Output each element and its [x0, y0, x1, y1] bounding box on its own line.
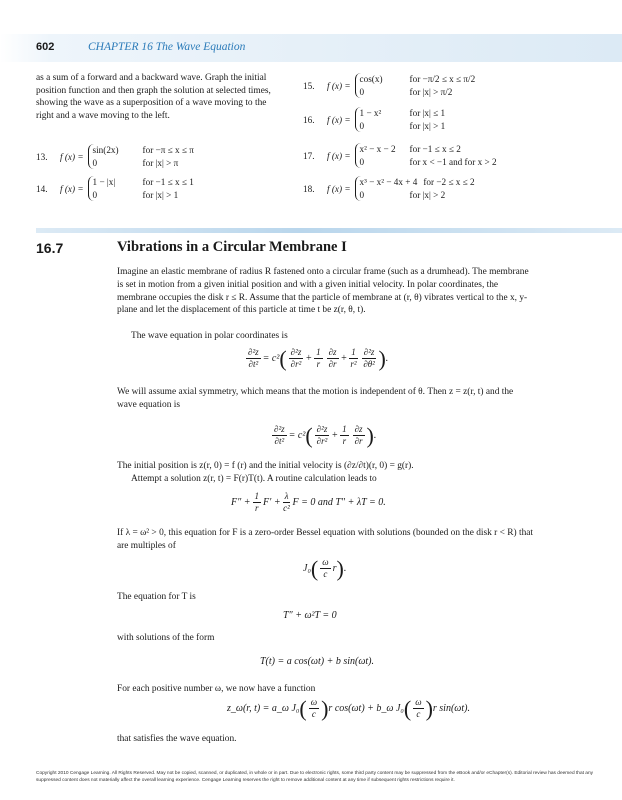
problem-17: 17. f (x) = x² − x − 2 for −1 ≤ x ≤ 2 0 for x < −1 and for x > 2 — [303, 144, 497, 167]
paragraph-5: Attempt a solution z(r, t) = F(r)T(t). A routine calculation leads to — [131, 474, 377, 484]
paragraph-4: The initial position is z(r, 0) = f (r) and the initial velocity is (∂z/∂t)(r, 0) = g(r). — [117, 461, 414, 471]
separated-equations: F″ + $\frac{1}{r}$ F′ + $\frac{\lambda}{\text{c²}}$ F = 0 and T″ + λT = 0. — [231, 491, 386, 513]
problem-18: 18. f (x) = x³ − x² − 4x + 4 for −2 ≤ x ≤ 2 0 for |x| > 2 — [303, 177, 475, 200]
bessel-solution: J₀ ( $\frac{\omega}{c}$ r ) . — [303, 555, 347, 581]
wave-equation-polar: $\frac{\text{∂²z}}{\text{∂t²}}$ = c² ( $\frac{\text{∂²z}}{\text{∂r²}}$ + $\frac{1}{r}$ $\frac{\partial z}{\partial r}$ + $\frac{1}{\text{r²}}$ $\frac{\text{∂²z}}{\text{∂θ²}}$ ) . — [248, 345, 389, 371]
chapter-title: CHAPTER 16 The Wave Equation — [88, 41, 246, 53]
problem-16: 16. f (x) = 1 − x² for |x| ≤ 1 0 for |x| > 1 — [303, 108, 446, 131]
time-equation: T″ + ω²T = 0 — [283, 610, 337, 621]
problem-14: 14. f (x) = 1 − |x| for −1 ≤ x ≤ 1 0 for |x| > 1 — [36, 177, 194, 200]
intro-text: as a sum of a forward and a backward wave. Graph the initial position function and then graph the solution at selected times, showing the wave as a superposition of a wave moving to the right and a wave moving to the left. — [36, 73, 271, 121]
paragraph-10: that satisfies the wave equation. — [117, 734, 237, 744]
section-number: 16.7 — [36, 240, 64, 256]
section-bar — [36, 228, 622, 233]
mode-function: z_ω(r, t) = a_ω J₀ ( $\frac{\omega}{c}$ ) r cos(ωt) + b_ω J₀ ( $\frac{\omega}{c}$ ) r sin(ωt). — [227, 695, 470, 721]
time-solution: T(t) = a cos(ωt) + b sin(ωt). — [260, 656, 374, 667]
wave-equation-axial: $\frac{\text{∂²z}}{\text{∂t²}}$ = c² ( $\frac{\text{∂²z}}{\text{∂r²}}$ + $\frac{1}{r}$ $\frac{\partial z}{\partial r}$ ) . — [274, 422, 377, 448]
section-title: Vibrations in a Circular Membrane I — [117, 239, 347, 255]
paragraph-2: The wave equation in polar coordinates is — [131, 331, 288, 341]
paragraph-1: Imagine an elastic membrane of radius R fastened onto a circular frame (such as a drumhead). The membrane is set in motion from a given initial position and with a given initial velocity. In polar coordinates, the membrane occupies the disk r ≤ R. Assume that the particle of membrane at (r, θ) vibrates vertical to the x, y-plane and let the displacement of this particle at time t be z(r, θ, t). — [117, 267, 529, 316]
paragraph-3: We will assume axial symmetry, which means that the motion is independent of θ. Then z = z(r, t) and the wave equation is — [117, 387, 514, 410]
problem-13: 13. f (x) = sin(2x) for −π ≤ x ≤ π 0 for |x| > π — [36, 145, 194, 168]
copyright-footer: Copyright 2010 Cengage Learning. All Rights Reserved. May not be copied, scanned, or duplicated, in whole or in part. Due to electronic rights, some third party content may be suppressed from the eBook and/or eChapter(s). Editorial review has deemed that any suppressed content does not materially affect the overall learning experience. Cengage Learning reserves the right to remove additional content at any time if subsequent rights restrictions require it. — [36, 771, 594, 783]
problem-15: 15. f (x) = cos(x) for −π/2 ≤ x ≤ π/2 0 for |x| > π/2 — [303, 74, 476, 97]
paragraph-7: The equation for T is — [117, 592, 196, 602]
page-number: 602 — [36, 41, 55, 53]
paragraph-8: with solutions of the form — [117, 633, 215, 643]
paragraph-9: For each positive number ω, we now have a function — [117, 684, 316, 694]
paragraph-6: If λ = ω² > 0, this equation for F is a zero-order Bessel equation with solutions (bounded on the disk r < R) that are multiples of — [117, 528, 534, 551]
